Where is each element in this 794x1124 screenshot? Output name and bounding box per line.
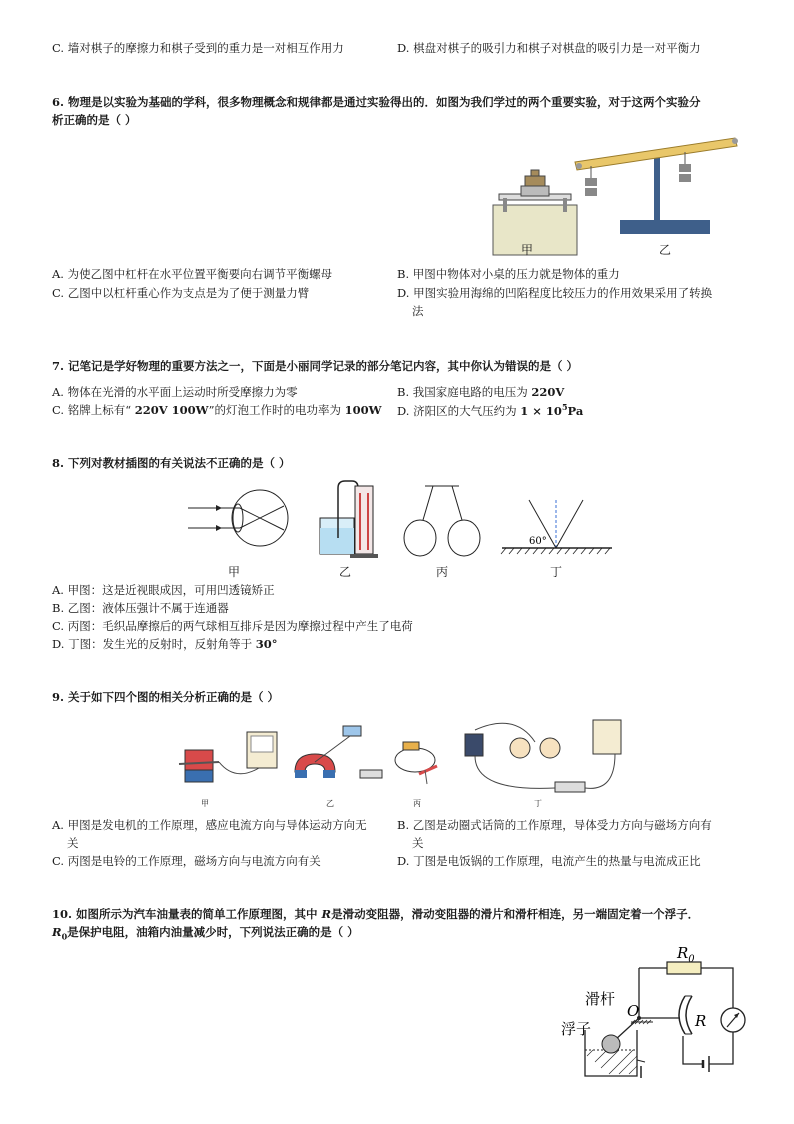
q8-caption-ding: 丁 xyxy=(549,565,562,579)
q6-option-d-line1: D. 甲图实验用海绵的凹陷程度比较压力的作用效果采用了转换 xyxy=(397,286,713,300)
q9-caption-yi: 乙 xyxy=(326,799,334,808)
q10-stem-r0-sub: 0 xyxy=(61,931,68,942)
q8-angle-label: 60° xyxy=(529,536,547,547)
label-rod: 滑杆 xyxy=(585,990,616,1008)
q7-option-d-unit: Pa xyxy=(567,403,584,418)
q7-option-b xyxy=(397,384,564,400)
q9-stem: 9. 关于如下四个图的相关分析正确的是（ ） xyxy=(52,690,280,704)
q9-option-c: C. 丙图是电铃的工作原理，磁场方向与电流方向有关 xyxy=(52,854,321,868)
q9-caption-jia: 甲 xyxy=(201,799,209,808)
label-r0: $R_0$ xyxy=(677,944,695,965)
q6-option-d-line2: 法 xyxy=(412,304,424,318)
q7-option-c xyxy=(52,402,382,418)
q8-stem: 8. 下列对教材插图的有关说法不正确的是（ ） xyxy=(52,456,291,470)
q10-circuit-figure xyxy=(555,940,755,1090)
q7-option-d-text: D. 济阳区的大气压约为 xyxy=(397,403,521,418)
q8-balloons-figure xyxy=(404,486,480,556)
r0-resistor xyxy=(667,962,701,974)
q7-option-d-exponent: 5 xyxy=(561,402,568,412)
q8-option-d-value: 30° xyxy=(255,637,278,651)
q8-option-d-text: D. 丁图：发生光的反射时，反射角等于 xyxy=(52,637,256,651)
q10-stem-text: 10. 如图所示为汽车油量表的简单工作原理图，其中 xyxy=(52,907,322,921)
label-r: R xyxy=(695,1012,707,1030)
q9-generator-figure xyxy=(179,732,277,782)
label-o: O xyxy=(627,1002,640,1020)
q10-stem-text2: 是滑动变阻器，滑动变阻器的滑片和滑杆相连，另一端固定着一个浮子． xyxy=(331,907,700,921)
q6-lever-figure xyxy=(575,138,738,234)
q9-microphone-figure xyxy=(295,726,382,778)
q8-figure xyxy=(180,478,620,563)
q8-option-a: A. 甲图：这是近视眼成因，可用凹透镜矫正 xyxy=(52,583,275,597)
q10-stem-r: R xyxy=(321,907,332,921)
q7-option-d-value: 1 × 10 xyxy=(520,403,562,418)
q6-option-c: C. 乙图中以杠杆重心作为支点是为了便于测量力臂 xyxy=(52,286,310,300)
q8-option-b: B. 乙图：液体压强计不属于连通器 xyxy=(52,601,229,615)
q10-stem-line1 xyxy=(52,904,752,924)
q8-caption-bing: 丙 xyxy=(435,565,448,579)
q6-stem-line1: 6. 物理是以实验为基础的学科，很多物理概念和规律都是通过实验得出的．如图为我们学过的两个重要实验，对于这两个实验分 xyxy=(52,95,701,109)
q7-option-c-value: 220V 100W xyxy=(134,403,209,417)
q8-eye-figure xyxy=(188,490,288,546)
q7-option-c-value2: 100W xyxy=(344,403,382,417)
q9-option-b-line2: 关 xyxy=(412,836,424,850)
q9-option-d: D. 丁图是电饭锅的工作原理，电流产生的热量与电流成正比 xyxy=(397,854,701,868)
q9-electromagnet-figure xyxy=(395,742,437,784)
q10-stem-r0: R xyxy=(52,925,62,939)
q9-figure xyxy=(175,712,635,807)
q9-caption-bing: 丙 xyxy=(413,799,421,808)
q8-caption-yi: 乙 xyxy=(338,565,351,579)
q8-option-d xyxy=(52,636,278,652)
q9-heater-circuit-figure xyxy=(465,720,621,792)
q7-option-a: A. 物体在光滑的水平面上运动时所受摩擦力为零 xyxy=(52,385,298,399)
q5-option-c: C. 墙对棋子的摩擦力和棋子受到的重力是一对相互作用力 xyxy=(52,41,344,55)
q8-reflection-figure xyxy=(501,500,612,554)
q9-caption-ding: 丁 xyxy=(534,799,542,808)
q9-option-b-line1: B. 乙图是动圈式话筒的工作原理，导体受力方向与磁场方向有 xyxy=(397,818,712,832)
q9-option-a-line2: 关 xyxy=(67,836,79,850)
q6-option-a: A. 为使乙图中杠杆在水平位置平衡要向右调节平衡螺母 xyxy=(52,267,333,281)
q10-stem-text3: 是保护电阻，油箱内油量减少时，下列说法正确的是（ ） xyxy=(67,925,359,939)
q7-option-b-value: 220V xyxy=(531,385,565,399)
q8-caption-jia: 甲 xyxy=(227,565,240,579)
q6-caption-jia: 甲 xyxy=(520,243,533,257)
q7-option-b-text: B. 我国家庭电路的电压为 xyxy=(397,385,532,399)
q9-option-a-line1: A. 甲图是发电机的工作原理，感应电流方向与导体运动方向无 xyxy=(52,818,367,832)
q6-caption-yi: 乙 xyxy=(658,243,671,257)
label-float: 浮子 xyxy=(561,1020,592,1038)
q7-stem: 7. 记笔记是学好物理的重要方法之一，下面是小丽同学记录的部分笔记内容，其中你认为错误的是（ ） xyxy=(52,359,579,373)
q6-stem-line2: 析正确的是（ ） xyxy=(52,113,137,127)
q6-option-b: B. 甲图中物体对小桌的压力就是物体的重力 xyxy=(397,267,620,281)
q7-option-d xyxy=(397,402,583,419)
q5-option-d: D. 棋盘对棋子的吸引力和棋子对棋盘的吸引力是一对平衡力 xyxy=(397,41,701,55)
q7-option-c-mid: ”的灯泡工作时的电功率为 xyxy=(208,403,345,417)
q8-pressure-gauge-figure xyxy=(320,481,378,558)
q7-option-c-text: C. 铭牌上标有“ xyxy=(52,403,135,417)
q8-option-c: C. 丙图：毛织品摩擦后的两气球相互排斥是因为摩擦过程中产生了电荷 xyxy=(52,619,413,633)
